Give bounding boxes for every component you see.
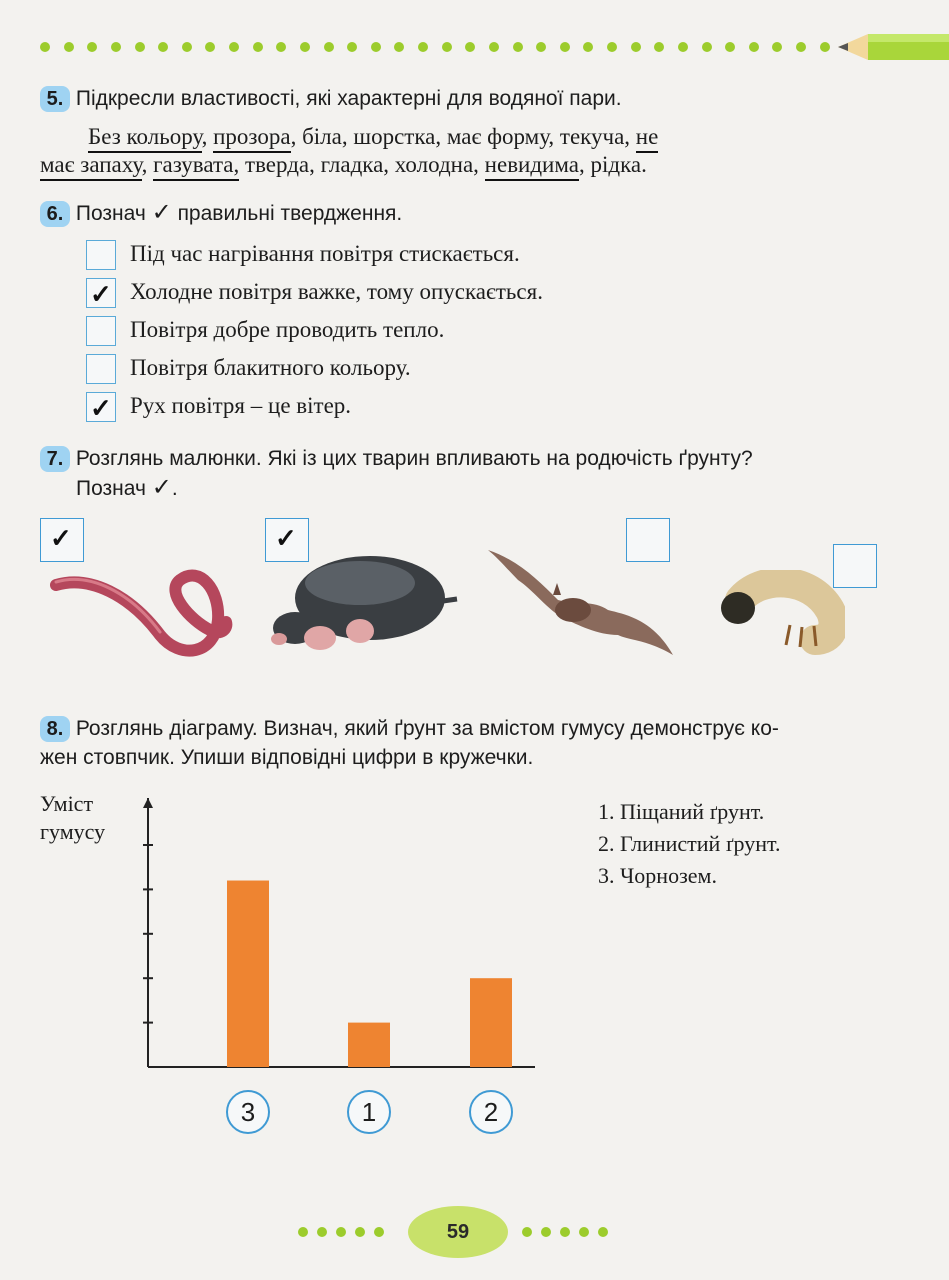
q6-number: 6. xyxy=(40,201,70,227)
decor-dot xyxy=(702,42,712,52)
plain-word: тверда, гладка, холодна, xyxy=(239,152,485,177)
q6-text-before: Познач xyxy=(75,202,146,225)
grub-image xyxy=(720,570,845,655)
decor-dot xyxy=(465,42,475,52)
decor-dot xyxy=(749,42,759,52)
page-number: 59 xyxy=(408,1206,508,1258)
check-icon: ✓ xyxy=(275,523,297,553)
answer-circle[interactable]: 2 xyxy=(469,1090,513,1134)
decor-dot xyxy=(135,42,145,52)
decor-dot xyxy=(796,42,806,52)
plain-word: , рідка. xyxy=(578,152,647,177)
q6-text-after: правильні твердження. xyxy=(177,202,403,225)
legend-item-clay: 2. Глинистий ґрунт. xyxy=(598,831,781,856)
decor-dot xyxy=(820,42,830,52)
bar-3 xyxy=(227,881,269,1067)
statement-text: Під час нагрівання повітря стискається. xyxy=(130,241,520,266)
check-icon: ✓ xyxy=(50,523,72,553)
decor-dot xyxy=(371,42,381,52)
decor-dot xyxy=(40,42,50,52)
underlined-word[interactable]: невидима xyxy=(485,152,579,181)
decor-dot xyxy=(418,42,428,52)
ylabel-line2: гумусу xyxy=(40,819,106,844)
decor-dot xyxy=(205,42,215,52)
check-icon: ✓ xyxy=(90,279,112,309)
q5-line2 xyxy=(40,152,647,178)
worm-checkbox[interactable] xyxy=(40,518,84,562)
decor-dot xyxy=(678,42,688,52)
q7-text: Розглянь малюнки. Які із цих тварин впливають на родючість ґрунту? xyxy=(75,447,753,470)
underlined-word[interactable]: Без кольору xyxy=(88,124,202,153)
decor-dot xyxy=(607,42,617,52)
ylabel-line1: Уміст xyxy=(40,791,94,816)
decor-dot xyxy=(489,42,499,52)
q7-number: 7. xyxy=(40,446,70,472)
legend-item-chernozem: 3. Чорнозем. xyxy=(598,863,717,888)
decor-dot xyxy=(583,42,593,52)
underlined-word[interactable]: газувата, xyxy=(153,152,239,181)
decor-dot xyxy=(347,42,357,52)
statement-text: Рух повітря – це вітер. xyxy=(130,393,352,418)
statement-checkbox[interactable] xyxy=(86,392,116,422)
q8-text: Розглянь діаграму. Визнач, який ґрунт за вмістом гумусу демонструє ко- xyxy=(75,717,779,740)
q5-prompt xyxy=(40,86,622,112)
answer-circle[interactable]: 1 xyxy=(347,1090,391,1134)
decor-dot xyxy=(276,42,286,52)
decor-dot xyxy=(560,42,570,52)
statement-checkbox[interactable] xyxy=(86,354,116,384)
y-axis-arrow-icon xyxy=(143,798,153,808)
bar-2 xyxy=(470,978,512,1067)
decor-dot xyxy=(654,42,664,52)
underlined-word[interactable]: прозора xyxy=(213,124,290,153)
legend-item-sand: 1. Піщаний ґрунт. xyxy=(598,799,765,824)
bar-1 xyxy=(348,1023,390,1067)
plain-word: , xyxy=(201,124,208,149)
q5-text: Підкресли властивості, які характерні для водяної пари. xyxy=(75,87,622,110)
q5-line1 xyxy=(88,124,658,150)
underlined-word[interactable]: має запаху xyxy=(40,152,142,181)
plain-word: , біла, шорстка, має форму, текуча, xyxy=(290,124,636,149)
q8-text2: жен стовпчик. Упиши відповідні цифри в кружечки. xyxy=(40,746,534,769)
answer-circle[interactable]: 3 xyxy=(226,1090,270,1134)
decor-dot xyxy=(182,42,192,52)
decor-dot xyxy=(111,42,121,52)
decor-dot xyxy=(87,42,97,52)
q7-prompt: 7. Розглянь малюнки. Які із цих тварин впливають на родючість ґрунту? Познач ✓. xyxy=(40,444,900,503)
decor-dot xyxy=(631,42,641,52)
plain-word: , xyxy=(141,152,154,177)
statement-checkbox[interactable] xyxy=(86,278,116,308)
decor-dot xyxy=(536,42,546,52)
decor-dot xyxy=(253,42,263,52)
q8-prompt xyxy=(40,714,910,772)
decor-dot xyxy=(725,42,735,52)
page-dots-left xyxy=(298,1227,384,1237)
underlined-word[interactable]: не xyxy=(636,124,659,153)
statement-text: Повітря блакитного кольору. xyxy=(130,355,411,380)
top-dot-border xyxy=(40,40,830,54)
statement-text: Холодне повітря важке, тому опускається. xyxy=(130,279,543,304)
q5-number: 5. xyxy=(40,86,70,112)
decor-dot xyxy=(772,42,782,52)
q8-number: 8. xyxy=(40,716,70,742)
chart-ylabel xyxy=(40,790,105,846)
earthworm-image xyxy=(50,560,235,665)
statement-checkbox[interactable] xyxy=(86,316,116,346)
decor-dot xyxy=(324,42,334,52)
q6-prompt xyxy=(40,198,402,227)
decor-dot xyxy=(300,42,310,52)
soil-legend xyxy=(598,796,780,892)
mole-image xyxy=(265,543,460,663)
bat-image xyxy=(478,540,678,660)
decor-dot xyxy=(229,42,239,52)
page-dots-right xyxy=(522,1227,608,1237)
decor-dot xyxy=(513,42,523,52)
pencil-icon xyxy=(838,30,949,64)
check-icon: ✓ xyxy=(151,199,172,226)
statement-checkbox[interactable] xyxy=(86,240,116,270)
decor-dot xyxy=(394,42,404,52)
q7-text2: Познач xyxy=(76,477,146,500)
check-icon: ✓ xyxy=(90,393,112,423)
decor-dot xyxy=(158,42,168,52)
decor-dot xyxy=(64,42,74,52)
check-icon: ✓ xyxy=(151,474,172,501)
humus-bar-chart xyxy=(120,780,550,1080)
statement-text: Повітря добре проводить тепло. xyxy=(130,317,445,342)
decor-dot xyxy=(442,42,452,52)
